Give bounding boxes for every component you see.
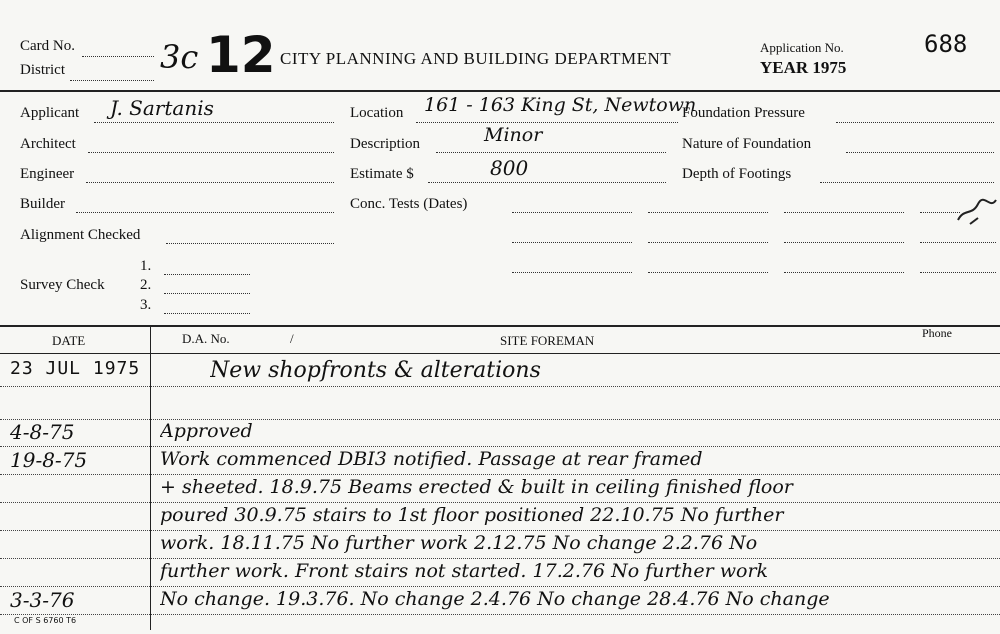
estimate-value: 800 [490, 156, 529, 180]
architect-label: Architect [20, 136, 76, 152]
engineer-label: Engineer [20, 166, 75, 182]
da-no-slash: / [290, 331, 294, 346]
date-column-divider [150, 325, 151, 630]
log-date: 23 JUL 1975 [10, 358, 141, 379]
survey-check-label: Survey Check [20, 277, 105, 293]
estimate-label: Estimate $ [350, 166, 414, 182]
applicant-label: Applicant [20, 105, 80, 121]
phone-header: Phone [922, 326, 952, 340]
log-date: 3-3-76 [10, 588, 75, 612]
alignment-checked-label: Alignment Checked [20, 227, 141, 243]
district-label: District [20, 62, 65, 78]
applicant-value: J. Sartanis [110, 96, 214, 120]
builder-label: Builder [20, 196, 65, 212]
survey-item-1: 1. [140, 258, 152, 274]
conc-tests-label: Conc. Tests (Dates) [350, 196, 468, 212]
log-date: 19-8-75 [10, 448, 88, 472]
survey-item-2: 2. [140, 277, 152, 293]
header-divider [0, 90, 1000, 92]
card-no-value: 3c [160, 38, 199, 76]
card-no-label: Card No. [20, 38, 75, 54]
application-number: 688 [924, 30, 968, 58]
log-entry: poured 30.9.75 stairs to 1st floor positioned 22.10.75 No further [160, 504, 784, 526]
nature-of-foundation-label: Nature of Foundation [682, 136, 812, 152]
description-label: Description [350, 136, 420, 152]
location-value: 161 - 163 King St, Newtown [424, 94, 697, 116]
location-label: Location [350, 105, 404, 121]
log-entry: Work commenced DBI3 notified. Passage at rear framed [160, 448, 703, 470]
district-value: 12 [206, 26, 276, 84]
application-label: Application No. [760, 40, 844, 55]
footer-form-code: C OF S 6760 T6 [14, 616, 77, 625]
year-label: YEAR 1975 [760, 58, 847, 77]
date-column-header: DATE [52, 333, 86, 348]
log-entry: Approved [160, 420, 253, 442]
log-date: 4-8-75 [10, 420, 75, 444]
scribble-mark [950, 190, 1000, 230]
log-entry: New shopfronts & alterations [210, 358, 541, 383]
department-title: CITY PLANNING AND BUILDING DEPARTMENT [280, 49, 672, 68]
da-no-column-header: D.A. No. [182, 331, 230, 346]
description-value: Minor [484, 124, 543, 146]
log-entry: No change. 19.3.76. No change 2.4.76 No change 28.4.76 No change [160, 588, 830, 610]
log-entry: + sheeted. 18.9.75 Beams erected & built in ceiling finished floor [160, 476, 793, 498]
log-entry: work. 18.11.75 No further work 2.12.75 No change 2.2.76 No [160, 532, 758, 554]
foundation-pressure-label: Foundation Pressure [682, 105, 805, 121]
site-foreman-header: SITE FOREMAN [500, 333, 595, 348]
log-entry: further work. Front stairs not started. 17.2.76 No further work [160, 560, 769, 582]
depth-of-footings-label: Depth of Footings [682, 166, 792, 182]
survey-item-3: 3. [140, 297, 152, 313]
